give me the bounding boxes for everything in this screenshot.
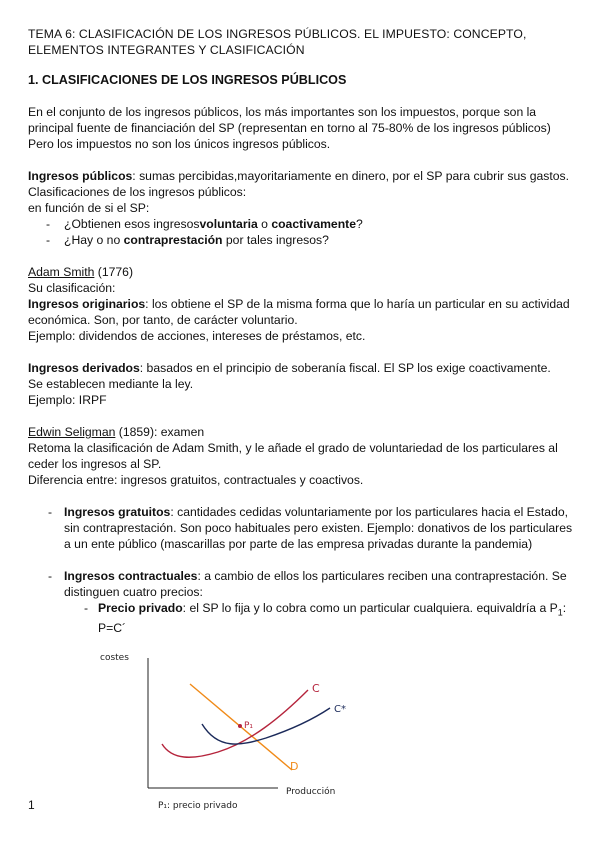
y-axis-label: costes — [100, 653, 129, 663]
list-item-contractuales: - Ingresos contractuales: a cambio de ellos los particulares reciben una contraprestación. Se distinguen cuatro precios: - Precio privado: el SP lo fija y lo cobra como un particular cualquiera. equivaldría a $P_1$: P=C´ — [48, 568, 576, 636]
intro-paragraph — [28, 104, 576, 152]
price-formula: P=C´ — [98, 621, 127, 636]
title-line-2: ELEMENTOS INTEGRANTES Y CLASIFICACIÓN — [28, 43, 305, 57]
curve-c-label: C — [312, 682, 320, 695]
originarios-term: Ingresos originarios — [28, 297, 146, 311]
derivados-paragraph: Ingresos derivados: basados en el principio de soberanía fiscal. El SP los exige coactivamente. Se establecen mediante la ley. Ejemplo: IRPF — [28, 361, 551, 407]
definition-line: Clasificaciones de los ingresos públicos: — [28, 185, 247, 199]
definition-term: Ingresos públicos — [28, 169, 133, 183]
question-list — [28, 216, 576, 248]
section-heading: 1. CLASIFICACIONES DE LOS INGRESOS PÚBLICOS — [28, 73, 347, 87]
intro-line: En el conjunto de los ingresos públicos, los más importantes son los impuestos, porque son la — [28, 105, 537, 119]
author-year: (1776) — [94, 265, 134, 279]
income-types-list — [28, 504, 576, 636]
cost-sketch — [90, 648, 370, 828]
definition-text: : sumas percibidas,mayoritariamente en dinero, por el SP para cubrir sus gastos. — [132, 169, 569, 183]
document-title — [28, 26, 576, 58]
list-item-precio-privado: - Precio privado: el SP lo fija y lo cobra como un particular cualquiera. equivaldría a $P_1$: P=C´ — [84, 600, 576, 636]
author-name: Adam Smith — [28, 265, 95, 279]
title-line-1: TEMA 6: CLASIFICACIÓN DE LOS INGRESOS PÚBLICOS. EL IMPUESTO: CONCEPTO, — [28, 27, 527, 41]
equilibrium-point — [238, 724, 242, 728]
derivados-term: Ingresos derivados — [28, 361, 140, 375]
definition-line: en función de si el SP: — [28, 201, 150, 215]
document-page — [28, 26, 576, 636]
curve-d-label: D — [290, 760, 299, 773]
author-name: Edwin Seligman — [28, 425, 116, 439]
curve-cm-label: C* — [334, 704, 346, 715]
list-item-gratuitos: - Ingresos gratuitos: cantidades cedidas voluntariamente por los particulares hacia el Estado, sin contraprestación. Son poco habituales pero existen. Ejemplo: donativos de los particulares a un ente público (mascarillas por parte de las empresa privadas durante la pandemia) — [48, 504, 576, 552]
list-item: - ¿Obtienen esos ingresosvoluntaria o coactivamente? — [46, 216, 576, 232]
definition-paragraph — [28, 168, 576, 216]
intro-line: Pero los impuestos no son los únicos ingresos públicos. — [28, 137, 331, 151]
intro-line: principal fuente de financiación del SP (representan en torno al 75-80% de los ingresos públicos) — [28, 121, 551, 135]
point-label: P₁ — [244, 721, 254, 731]
list-item: - ¿Hay o no contraprestación por tales ingresos? — [46, 232, 576, 248]
x-axis-label: Producción — [286, 787, 336, 797]
cost-curve-c — [162, 690, 308, 757]
seligman-paragraph: Edwin Seligman (1859): examen Retoma la clasificación de Adam Smith, y le añade el grado de voluntariedad de los particulares al ceder los ingresos al SP. Diferencia entre: ingresos gratuitos, contractuales y coactivos. — [28, 425, 558, 487]
smith-line: Su clasificación: — [28, 281, 116, 295]
smith-paragraph: Adam Smith (1776) Su clasificación: Ingresos originarios: los obtiene el SP de la misma forma que lo haría un particular en su actividad económica. Son, por tanto, de carácter voluntario. Ejemplo: dividendos de acciones, intereses de préstamos, etc. — [28, 265, 570, 343]
page-number: 1 — [28, 798, 35, 812]
price-list — [64, 600, 576, 636]
sketch-caption: P₁: precio privado — [158, 801, 238, 811]
